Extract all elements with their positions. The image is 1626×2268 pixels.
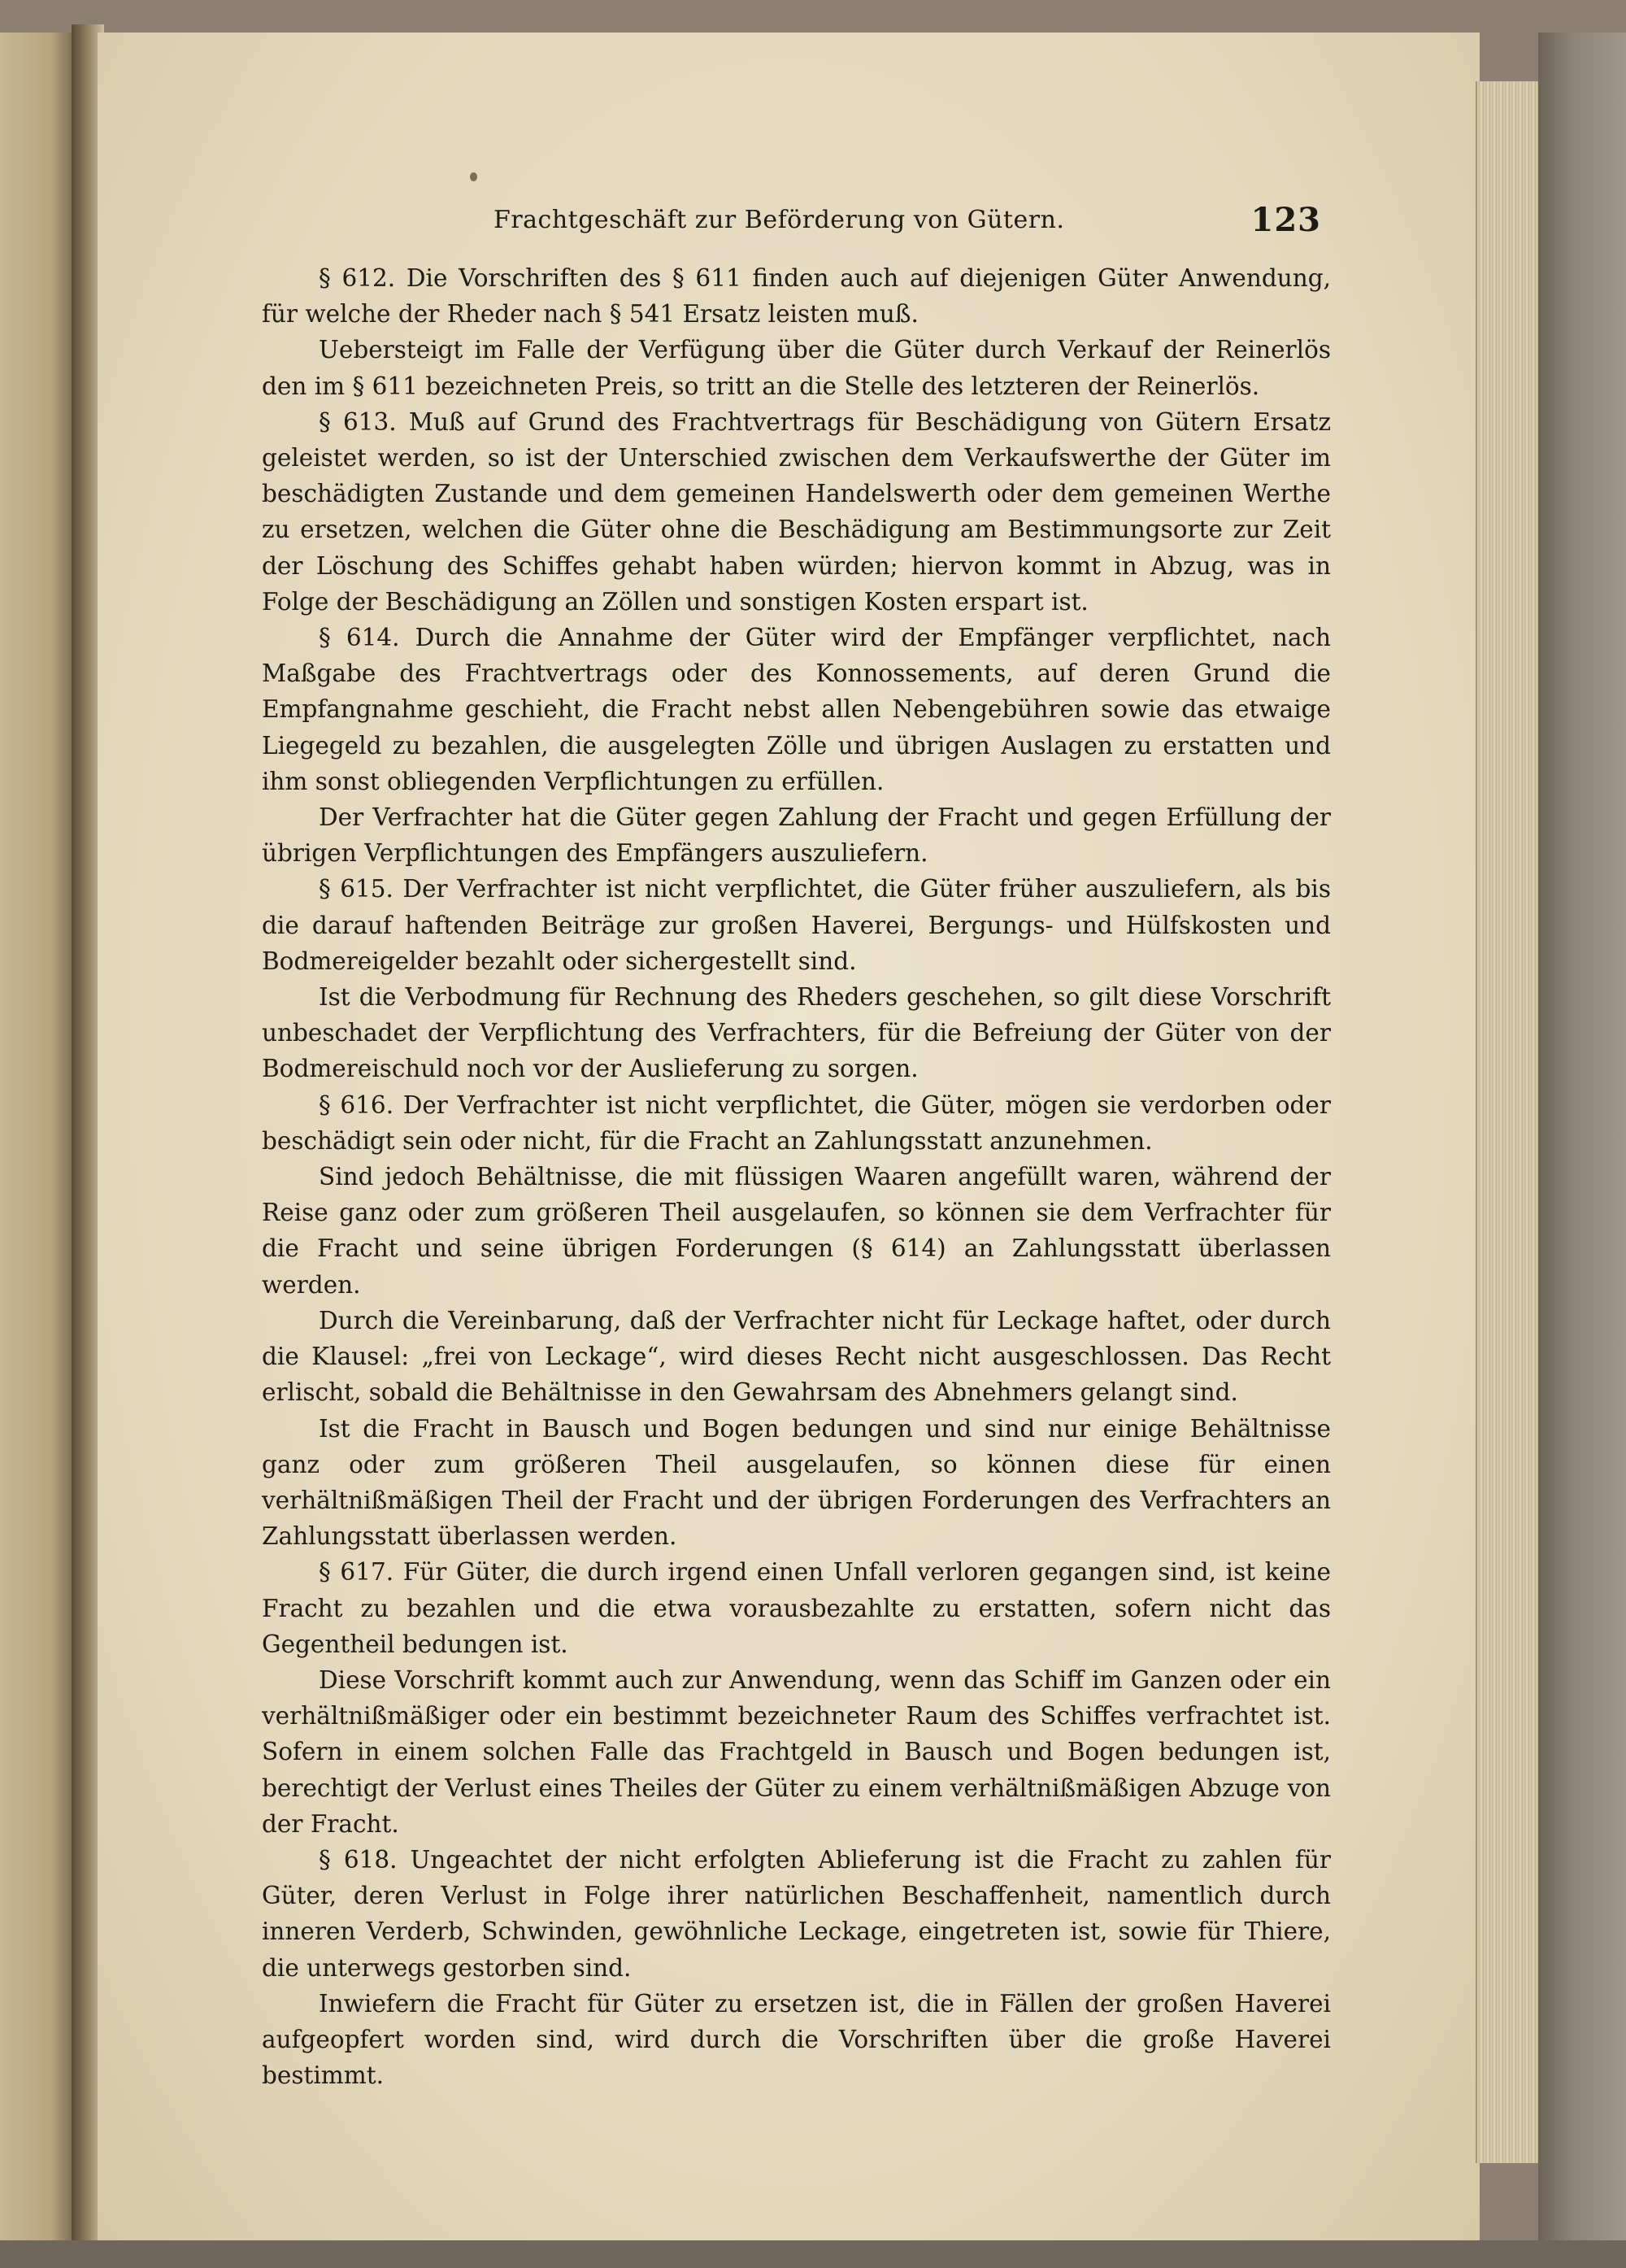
paragraph-617-2: Diese Vorschrift kommt auch zur Anwendung, wenn das Schiff im Ganzen oder ein verhältnißmäßiger oder ein bestimmt bezeichneter Raum des Schiffes verfrachtet ist. Sofern in einem solchen Falle das Frachtgeld in Bausch und Bogen bedungen ist, berechtigt der Verlust eines Theiles der Güter zu einem verhältnißmäßigen Abzuge von der Fracht. — [262, 1665, 1331, 1838]
paragraph-613: § 613. Muß auf Grund des Frachtvertrags für Beschädigung von Gütern Ersatz geleistet werden, so ist der Unterschied zwischen dem Verkaufswerthe der Güter im beschädigten Zustande und dem gemeinen Handelswerth oder dem gemeinen Werthe zu ersetzen, welchen die Güter ohne die Beschädigung am Bestimmungsorte zur Zeit der Löschung des Schiffes gehabt haben würden; hiervon kommt in Abzug, was in Folge der Beschädigung an Zöllen und sonstigen Kosten erspart ist. — [262, 407, 1331, 616]
paragraph-617: § 617. Für Güter, die durch irgend einen Unfall verloren gegangen sind, ist keine Fracht zu bezahlen und die etwa vorausbezahlte zu erstatten, sofern nicht das Gegentheil bedungen ist. — [262, 1558, 1331, 1658]
paragraph-615-2: Ist die Verbodmung für Rechnung des Rheders geschehen, so gilt diese Vorschrift unbeschadet der Verpflichtung des Verfrachters, für die Befreiung der Güter von der Bodmereischuld noch vor der Auslieferung zu sorgen. — [262, 983, 1331, 1083]
paragraph-616: § 616. Der Verfrachter ist nicht verpflichtet, die Güter, mögen sie verdorben oder beschädigt sein oder nicht, für die Fracht an Zahlungsstatt anzunehmen. — [262, 1090, 1331, 1155]
paragraph-616-4: Ist die Fracht in Bausch und Bogen bedungen und sind nur einige Behältnisse ganz oder zum größeren Theil ausgelaufen, so können diese für einen verhältnißmäßigen Theil der Fracht und der übrigen Forderungen des Verfrachters an Zahlungsstatt überlassen werden. — [262, 1414, 1331, 1551]
running-title: Frachtgeschäft zur Beförderung von Gütern. — [493, 206, 1065, 234]
paragraph-615: § 615. Der Verfrachter ist nicht verpflichtet, die Güter früher auszuliefern, als bis die darauf haftenden Beiträge zur großen Haverei, Bergungs- und Hülfskosten und Bodmereigelder bezahlt oder sichergestellt sind. — [262, 875, 1331, 975]
left-facing-page — [0, 33, 73, 2244]
page-number: 123 — [1250, 201, 1321, 239]
body-text — [262, 260, 1331, 2093]
book-cover — [1538, 33, 1626, 2268]
paragraph-614: § 614. Durch die Annahme der Güter wird der Empfänger verpflichtet, nach Maßgabe des Frachtvertrags oder des Konnossements, auf deren Grund die Empfangnahme geschieht, die Fracht nebst allen Nebengebühren sowie das etwaige Liegegeld zu bezahlen, die ausgelegten Zölle und übrigen Auslagen zu erstatten und ihm sonst obliegenden Verpflichtungen zu erfüllen. — [262, 624, 1331, 795]
paragraph-616-3: Durch die Vereinbarung, daß der Verfrachter nicht für Leckage haftet, oder durch die Klausel: „frei von Leckage“, wird dieses Recht nicht ausgeschlossen. Das Recht erlischt, sobald die Behältnisse in den Gewahrsam des Abnehmers gelangt sind. — [262, 1306, 1331, 1407]
book-cover-bottom — [0, 2240, 1626, 2268]
paragraph-614-2: Der Verfrachter hat die Güter gegen Zahlung der Fracht und gegen Erfüllung der übrigen Verpflichtungen des Empfängers auszuliefern. — [262, 803, 1331, 868]
paragraph-618: § 618. Ungeachtet der nicht erfolgten Ablieferung ist die Fracht zu zahlen für Güter, deren Verlust in Folge ihrer natürlichen Beschaffenheit, namentlich durch inneren Verderb, Schwinden, gewöhnliche Leckage, eingetreten ist, sowie für Thiere, die unterwegs gestorben sind. — [262, 1845, 1331, 1982]
ink-spot — [470, 172, 477, 181]
paragraph-612-2: Uebersteigt im Falle der Verfügung über die Güter durch Verkauf der Reinerlös den im § 611 bezeichneten Preis, so tritt an die Stelle des letzteren der Reinerlös. — [262, 336, 1331, 400]
paragraph-612: § 612. Die Vorschriften des § 611 finden auch auf diejenigen Güter Anwendung, für welche der Rheder nach § 541 Ersatz leisten muß. — [262, 264, 1331, 329]
page-edges — [1476, 81, 1542, 2163]
paragraph-618-2: Inwiefern die Fracht für Güter zu ersetzen ist, die in Fällen der großen Haverei aufgeopfert worden sind, wird durch die Vorschriften über die große Haverei bestimmt. — [262, 1989, 1331, 2090]
paragraph-616-2: Sind jedoch Behältnisse, die mit flüssigen Waaren angefüllt waren, während der Reise ganz oder zum größeren Theil ausgelaufen, so können sie dem Verfrachter für die Fracht und seine übrigen Forderungen (§ 614) an Zahlungsstatt überlassen werden. — [262, 1163, 1331, 1299]
